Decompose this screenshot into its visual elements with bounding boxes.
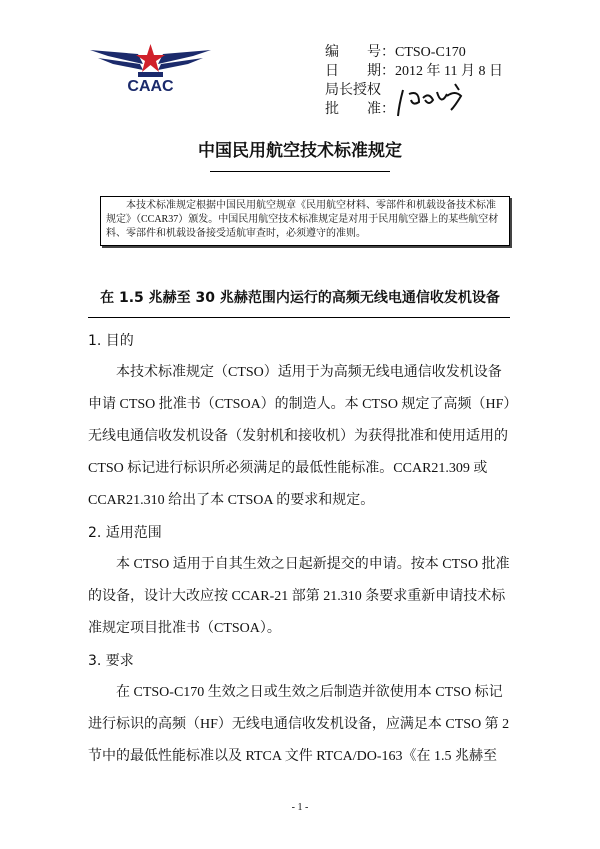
page-number: - 1 -: [291, 802, 309, 813]
section-heading-requirements: 3. 要求: [88, 653, 134, 669]
text-line: 无线电通信收发机设备（发射机和接收机）为获得批准和使用适用的: [88, 429, 508, 444]
notice-box: 本技术标准规定根据中国民用航空规章《民用航空材料、零部件和机载设备技术标准规定》（CCAR37）颁发。中国民用航空技术标准规定是对用于民用航空器上的某些航空材料、零部件和机载设备接受适航审查时，必须遵守的准则。: [100, 196, 510, 246]
caac-wings-star-icon: [88, 40, 213, 80]
authorization-label: 局长授权: [325, 83, 381, 98]
doc-date: 日 期：2012 年 11 月 8 日: [325, 64, 503, 79]
subtitle-rule: [88, 317, 510, 318]
document-body: [88, 325, 518, 835]
title-underline: [210, 171, 390, 172]
text-line: CTSO 标记进行标识所必须满足的最低性能标准。CCAR21.309 或: [88, 461, 488, 476]
text-line: 本 CTSO 适用于自其生效之日起新提交的申请。按本 CTSO 批准: [88, 557, 510, 572]
text-line: 本技术标准规定（CTSO）适用于为高频无线电通信收发机设备: [88, 365, 502, 380]
section-body-requirements: [88, 677, 512, 773]
text-line: 节中的最低性能标准以及 RTCA 文件 RTCA/DO-163《在 1.5 兆赫至: [88, 749, 497, 764]
text-line: 进行标识的高频（HF）无线电通信收发机设备，应满足本 CTSO 第 2: [88, 717, 510, 732]
section-body-purpose: [88, 357, 518, 517]
text-line: 在 CTSO-C170 生效之日或生效之后制造并欲使用本 CTSO 标记: [88, 685, 503, 700]
text-line: 申请 CTSO 批准书（CTSOA）的制造人。本 CTSO 规定了高频（HF）: [88, 397, 518, 412]
text-line: 准规定项目批准书（CTSOA）。: [88, 621, 281, 636]
caac-logo: [88, 40, 213, 110]
text-line: 的设备，设计大改应按 CCAR-21 部第 21.310 条要求重新申请技术标: [88, 589, 506, 604]
logo-text: CAAC: [127, 78, 174, 95]
approval-label: 批 准：: [325, 102, 395, 117]
document-subtitle: 在 1.5 兆赫至 30 兆赫范围内运行的高频无线电通信收发机设备: [100, 290, 500, 306]
section-body-scope: [88, 549, 512, 645]
page-title: 中国民用航空技术标准规定: [198, 141, 402, 161]
section-heading-scope: 2. 适用范围: [88, 525, 162, 541]
doc-number: 编 号：CTSO-C170: [325, 45, 466, 60]
signature: [395, 80, 475, 120]
text-line: CCAR21.310 给出了本 CTSOA 的要求和规定。: [88, 493, 375, 508]
section-heading-purpose: 1. 目的: [88, 333, 134, 349]
